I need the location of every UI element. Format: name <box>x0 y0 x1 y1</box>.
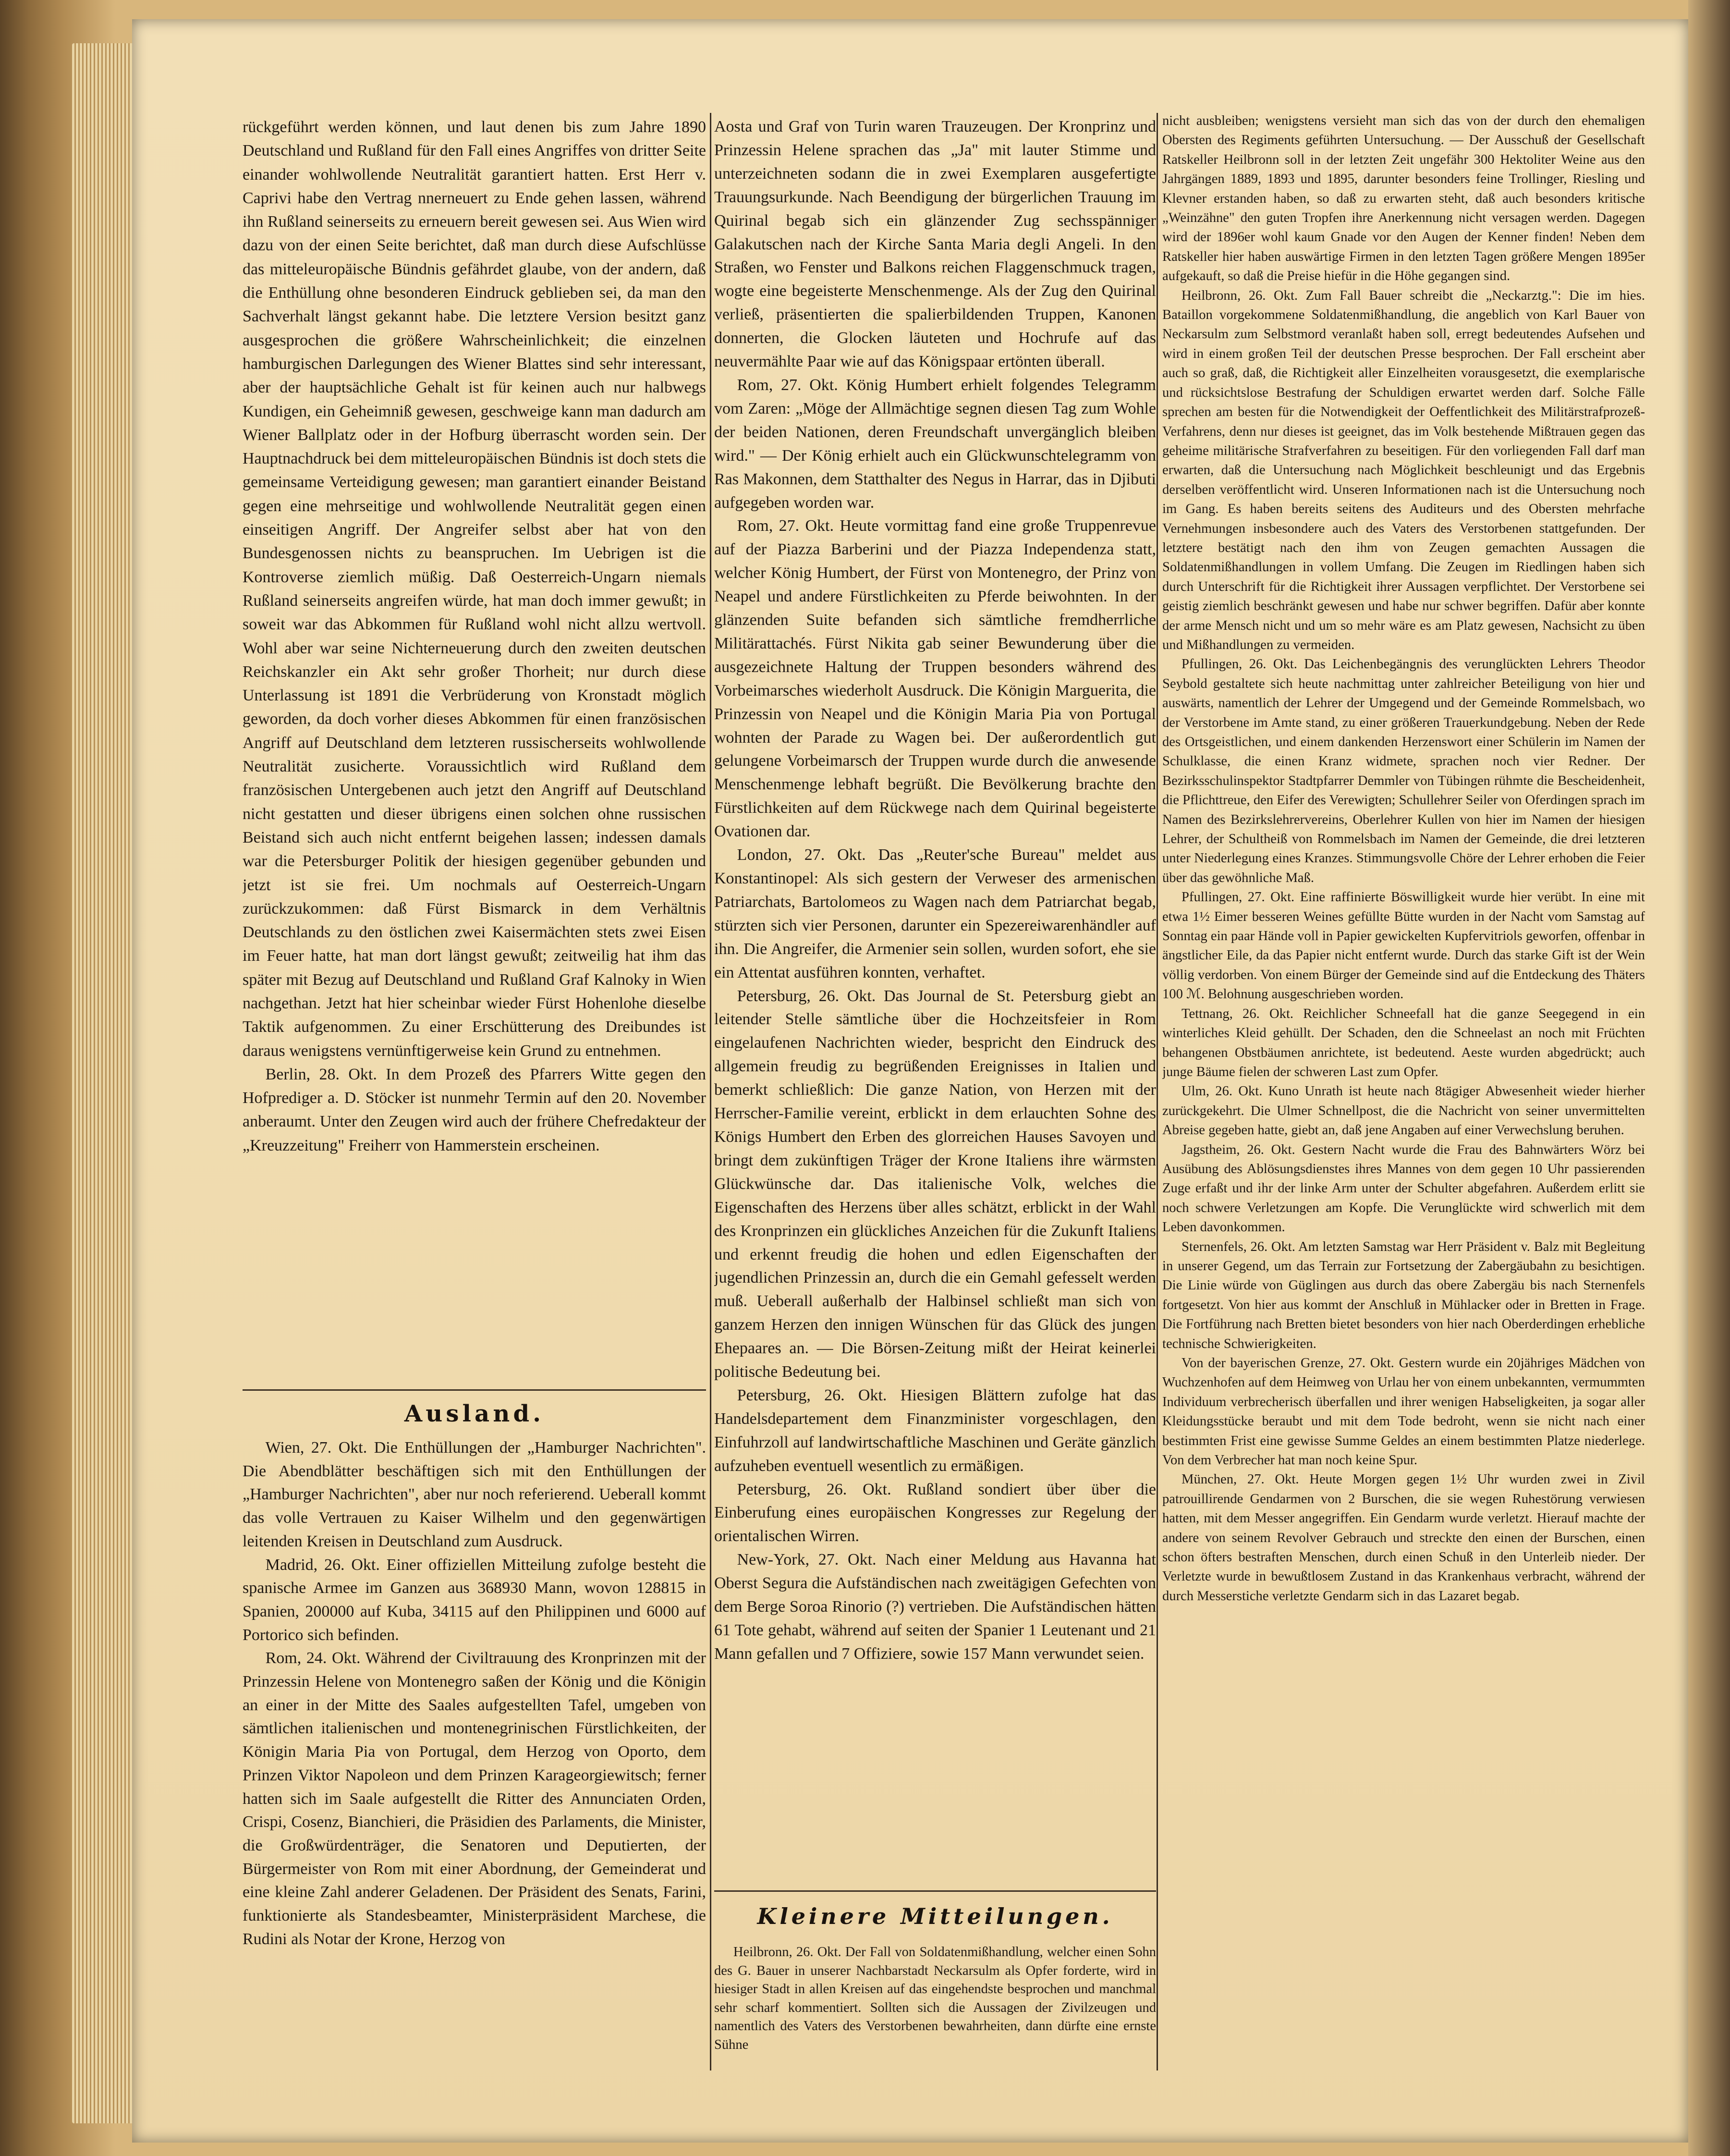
column-2-top <box>714 115 1156 1883</box>
article-rom-continuation: Aosta und Graf von Turin waren Trauzeugen. Der Kronprinz und Prinzessin Helene sprachen das „Ja" mit lauter Stimme und unterzeichneten sodann die in zwei Exemplaren ausgefertigte Trauungsurkunde. Nach Beendigung der bürgerlichen Trauung im Quirinal begab sich ein glänzender Zug sechsspänniger Galakutschen nach der Kirche Santa Maria degli Angeli. In den Straßen, wo Fenster und Balkons reichen Flaggenschmuck tragen, wogte eine begeisterte Menschenmenge. Als der Zug den Quirinal verließ, präsentierten die spalierbildenden Truppen, Kanonen donnerten, die Glocken läuteten und Hochrufe auf das neuvermählte Paar wie auf das Königspaar ertönten überall. <box>714 118 1156 371</box>
page-stack-edge <box>72 43 139 2123</box>
section-rule-ausland <box>243 1389 706 1391</box>
article-bayerische-grenze: Von der bayerischen Grenze, 27. Okt. Gestern wurde ein 20jähriges Mädchen von Wuchzenhofen auf dem Heimweg von Urlau her von einem unbekannten, vermummten Individuum verbrecherisch überfallen und ihrer wenigen Habseligkeiten, ja sogar aller Kleidungsstücke beraubt und mit dem Tode bedroht, wenn sie nicht nach einer bestimmten Frist eine gewisse Summe Geldes an einem bestimmten Platze niederlege. Von dem Verbrecher hat man noch keine Spur. <box>1162 1356 1645 1468</box>
article-sternenfels: Sternenfels, 26. Okt. Am letzten Samstag war Herr Präsident v. Balz mit Begleitung in unserer Gegend, um das Terrain zur Fortsetzung der Zabergäubahn zu besichtigen. Die Linie würde von Güglingen aus durch das obere Zabergäu bis nach Sternenfels fortgesetzt. Von hier aus kommt der Anschluß in Mühlacker oder in Bretten in Frage. Die Fortführung nach Bretten bietet besonders von hier nach Oberderdingen erhebliche technische Schwierigkeiten. <box>1162 1239 1645 1351</box>
article-muenchen: München, 27. Okt. Heute Morgen gegen 1½ Uhr wurden zwei in Zivil patrouillirende Gendarmen von 2 Burschen, die sie wegen Ruhestörung verwiesen hatten, mit dem Messer angegriffen. Ein Gendarm wurde verletzt. Hierauf machte der andere von seinem Revolver Gebrauch und streckte den einen der Burschen, einen schon öfters bestraften Menschen, durch einen Schuß in den Unterleib nieder. Der Verletzte wurde in bewußtlosem Zustand in das Krankenhaus verbracht, während der durch Messerstiche verletzte Gendarm sich in das Lazaret begab. <box>1162 1472 1645 1604</box>
article-madrid: Madrid, 26. Okt. Einer offiziellen Mitteilung zufolge besteht die spanische Armee im Ganzen aus 368930 Mann, wovon 128815 in Spanien, 200000 auf Kuba, 34115 auf den Philippinen und 6000 auf Portorico sich befinden. <box>243 1556 706 1644</box>
article-ulm: Ulm, 26. Okt. Kuno Unrath ist heute nach 8tägiger Abwesenheit wieder hierher zurückgekehrt. Die Ulmer Schnellpost, die die Nachricht von seiner unvermittelten Abreise gegeben hatte, giebt an, daß jene Angaben auf einer Verwechslung beruhen. <box>1162 1084 1645 1138</box>
article-new-york: New-York, 27. Okt. Nach einer Meldung aus Havanna hat Oberst Segura die Aufständischen nach zweitägigen Gefechten von dem Berge Soroa Rinorio (?) vertrieben. Die Aufständischen hätten 61 Tote gehabt, während auf seiten der Spanier 1 Leutenant und 21 Mann gefallen und 7 Offiziere, sowie 157 Mann verwundet seien. <box>714 1551 1156 1663</box>
article-petersburg-3: Petersburg, 26. Okt. Rußland sondiert über über die Einberufung eines europäischen Kongresses zur Regelung der orientalischen Wirren. <box>714 1480 1156 1545</box>
article-rom-24: Rom, 24. Okt. Während der Civiltrauung des Kronprinzen mit der Prinzessin Helene von Montenegro saßen der König und die Königin an einer in der Mitte des Saales aufgestellten Tafel, umgeben von sämtlichen italienischen und montenegrinischen Fürstlichkeiten, der Königin Maria Pia von Portugal, dem Herzog von Oporto, dem Prinzen Viktor Napoleon und dem Prinzen Karageorgiewitsch; ferner hatten sich im Saale aufgestellt die Ritter des Annunciaten Orden, Crispi, Cosenz, Bianchieri, die Präsidien des Parlaments, die Minister, die Großwürdenträger, die Senatoren und Deputierten, der Bürgermeister von Rom mit einer Abordnung, der Gemeinderat und eine kleine Zahl anderer Geladenen. Der Präsident des Senats, Farini, funktionierte als Standesbeamter, Ministerpräsident Marchese, die Rudini als Notar der Krone, Herzog von <box>243 1649 706 1948</box>
article-rom-27a: Rom, 27. Okt. König Humbert erhielt folgendes Telegramm vom Zaren: „Möge der Allmächtige segnen diesen Tag zum Wohle der beiden Nationen, deren Freundschaft unvergänglich bleiben wird." — Der König erhielt auch ein Glückwunschtelegramm von Ras Makonnen, dem Statthalter des Negus in Harrar, das in Djibuti aufgegeben worden war. <box>714 376 1156 512</box>
article-pfullingen-1: Pfullingen, 26. Okt. Das Leichenbegängnis des verunglückten Lehrers Theodor Seybold gestaltete sich heute nachmittag unter zahlreicher Beteiligung von hier und auswärts, namentlich der Lehrer der Umgegend und der Gemeinde Rommelsbach, wo der Verstorbene im Amte stand, zu einer größeren Trauerkundgebung. Neben der Rede des Ortsgeistlichen, und einem dankenden Herzenswort einer Schülerin im Namen der Schulklasse, die einen Kranz widmete, sprachen noch vier Redner. Der Bezirksschulinspektor Stadtpfarrer Demmler von Tübingen rühmte die Bescheidenheit, die Pflichttreue, den Eifer des Verewigten; Schullehrer Seiler von Oferdingen sprach im Namen des Bezirkslehrervereins, Oberlehrer Kullen von hier im Namen der hiesigen Lehrer, der Schultheiß von Rommelsbach im Namen der Gemeinde, die drei letzteren unter Niederlegung eines Kranzes. Stimmungsvolle Chöre der Lehrer erhoben die Feier über das gewöhnliche Maß. <box>1162 657 1645 885</box>
section-title-kleinere-mitteilungen: Kleinere Mitteilungen. <box>757 1903 1113 1929</box>
article-heilbronn-2: Heilbronn, 26. Okt. Zum Fall Bauer schreibt die „Neckarztg.": Die im hies. Bataillon vorgekommene Soldatenmißhandlung, die angeblich von Karl Bauer von Neckarsulm zum Selbstmord veranlaßt haben soll, erregt bedeutendes Aufsehen und wird in einem großen Teil der deutschen Presse besprochen. Der Fall erscheint aber auch so graß, daß, die Richtigkeit aller Einzelheiten vorausgesetzt, die exemplarische und rücksichtslose Bestrafung der Schuldigen erwartet werden darf. Solche Fälle sprechen am besten für die Notwendigkeit der Oeffentlichkeit des Militärstrafprozeß-Verfahrens, denn nur dieses ist geeignet, das im Volk bestehende Mißtrauen gegen das geheime militärische Strafverfahren zu beseitigen. Für den vorliegenden Fall darf man erwarten, daß die Untersuchung nach Möglichkeit beschleunigt und das Ergebnis derselben veröffentlicht wird. Unseren Informationen nach ist die Untersuchung noch im Gang. Es haben bereits seitens des Auditeurs und des Obersten mehrfache Vernehmungen insbesondere auch des Vaters des Verstorbenen stattgefunden. Der letztere bestätigt nach den ihm von Zeugen gemachten Aussagen die Soldatenmißhandlungen in vollem Umfang. Die Zeugen im Riedlingen haben sich durch Unterschrift für die Richtigkeit ihrer Aussagen verpflichtet. Der Verstorbene sei geistig ziemlich beschränkt gewesen und habe nur schwer begriffen. Dafür aber konnte der arme Mensch nicht und um so mehr wäre es am Platz gewesen, Nachsicht zu üben und Mißhandlungen zu vermeiden. <box>1162 288 1645 652</box>
section-rule-kleinere <box>714 1890 1156 1892</box>
column-1-bottom <box>243 1436 706 2133</box>
article-rom-27b: Rom, 27. Okt. Heute vormittag fand eine große Truppenrevue auf der Piazza Barberini und der Piazza Independenza statt, welcher König Humbert, der Fürst von Montenegro, der Prinz von Neapel und andere Fürstlichkeiten zu Pferde beiwohnten. In der glänzenden Suite befanden sich sämtliche fremdherrliche Militärattachés. Fürst Nikita gab seiner Bewunderung über die ausgezeichnete Haltung der Truppen besonders während des Vorbeimarsches wiederholt Ausdruck. Die Königin Marguerita, die Prinzessin von Neapel und die Königin Maria Pia von Portugal wohnten der Parade zu Wagen bei. Der außerordentlich gut gelungene Vorbeimarsch der Truppen wurde durch die anwesende Menschenmenge lebhaft begrüßt. Die Bevölkerung brachte den Fürstlichkeiten auf dem Rückwege nach dem Quirinal begeisterte Ovationen dar. <box>714 517 1156 841</box>
article-petersburg-2: Petersburg, 26. Okt. Hiesigen Blättern zufolge hat das Handelsdepartement dem Finanzminister vorgeschlagen, den Einfuhrzoll auf landwirtschaftliche Maschinen und Geräte gänzlich aufzuheben eventuell wesentlich zu ermäßigen. <box>714 1386 1156 1475</box>
article-pfullingen-2: Pfullingen, 27. Okt. Eine raffinierte Böswilligkeit wurde hier verübt. In eine mit etwa 1½ Eimer besseren Weines gefüllte Bütte wurden in der Nacht vom Samstag auf Sonntag ein paar Hände voll in Papier gewickelten Kupfervitriols geworfen, offenbar in ängstlicher Eile, da das Papier nicht entfernt wurde. Durch das starke Gift ist der Wein völlig verdorben. Von einem Bürger der Gemeinde sind auf die Entdeckung des Thäters 100 ℳ. Belohnung ausgeschrieben worden. <box>1162 890 1645 1002</box>
article-petersburg-1: Petersburg, 26. Okt. Das Journal de St. Petersburg giebt an leitender Stelle sämtliche über die Hochzeitsfeier in Rom eingelaufenen Nachrichten wieder, bespricht den Eindruck des allgemein freudig zu begrüßenden Ereignisses in Italien und bemerkt schließlich: Die ganze Nation, von Herzen mit der Herrscher-Familie vereint, erblickt in dem erlauchten Sohne des Königs Humbert den Erben des glorreichen Hauses Savoyen und bringt dem zukünftigen Träger der Krone Italiens ihre wärmsten Glückwünsche dar. Das italienische Volk, welches die Eigenschaften des Herzens über alles schätzt, erblickt in der Wahl des Kronprinzen ein glückliches Anzeichen für die Zukunft Italiens und erkennt freudig die hohen und edlen Eigenschaften der jugendlichen Prinzessin an, durch die ein Gemahl gefesselt werden muß. Ueberall außerhalb der Halbinsel schließt man sich von ganzem Herzen den innigen Wünschen für das Glück des jungen Ehepaares an. — Die Börsen-Zeitung mißt der Heirat keinerlei politische Bedeutung bei. <box>714 987 1156 1381</box>
column-3 <box>1162 111 1645 2134</box>
article-tettnang: Tettnang, 26. Okt. Reichlicher Schneefall hat die ganze Seegegend in ein winterliches Kleid gehüllt. Der Schaden, den die Schneelast an noch mit Früchten behangenen Obstbäumen anrichtete, ist bedeutend. Aeste wurden abgedrückt; auch junge Bäume fielen der schweren Last zum Opfer. <box>1162 1006 1645 1079</box>
column-1-top <box>243 115 706 1384</box>
article-berlin: Berlin, 28. Okt. In dem Prozeß des Pfarrers Witte gegen den Hofprediger a. D. Stöcker ist nunmehr Termin auf den 20. November anberaumt. Unter den Zeugen wird auch der frühere Chefredakteur der „Kreuzzeitung" Freiherr von Hammerstein erscheinen. <box>243 1065 706 1154</box>
article-heilbronn-continuation: nicht ausbleiben; wenigstens versieht man sich das von der durch den ehemaligen Obersten des Regiments geführten Untersuchung. — Der Ausschuß der Gesellschaft Ratskeller Heilbronn soll in der letzten Zeit ungefähr 300 Hektoliter Weine aus den Jahrgängen 1889, 1893 und 1895, darunter besonders feine Trollinger, Riesling und Klevner erstanden haben, so daß zu erwarten steht, daß auch besonders kritische „Weinzähne" den guten Tropfen ihre Anerkennung nicht versagen werden. Dagegen wird der 1896er wohl kaum Gnade vor den Augen der Kenner finden! Neben dem Ratskeller hier haben auswärtige Firmen in den letzten Tagen größere Mengen 1895er aufgekauft, so daß die Preise hiefür in die Höhe gegangen sind. <box>1162 113 1645 284</box>
article-wien: Wien, 27. Okt. Die Enthüllungen der „Hamburger Nachrichten". Die Abendblätter beschäftigen sich mit den Enthüllungen der „Hamburger Nachrichten", aber nur noch referierend. Ueberall kommt das volle Vertrauen zu Kaiser Wilhelm und den gegenwärtigen leitenden Kreisen in Deutschland zum Ausdruck. <box>243 1439 706 1550</box>
article-continuation: rückgeführt werden können, und laut denen bis zum Jahre 1890 Deutschland und Rußland für den Fall eines Angriffes von dritter Seite einander wohlwollende Neutralität garantiert hatten. Erst Herr v. Caprivi habe den Vertrag nnerneuert zu Ende gehen lassen, während ihn Rußland seinerseits zu erneuern bereit gewesen sei. Aus Wien wird dazu von der einen Seite berichtet, daß man durch diese Aufschlüsse das mitteleuropäische Bündnis gefährdet glaube, von der andern, daß die Enthüllung ohne besonderen Eindruck geblieben sei, da man den Sachverhalt längst gekannt habe. Die letztere Version besitzt ganz ausgesprochen die größere Wahrscheinlichkeit; die einzelnen hamburgischen Darlegungen des Wiener Blattes sind sehr interessant, aber der hauptsächliche Gehalt ist für keinen auch nur halbwegs Kundigen, ein Geheimniß gewesen, geschweige kann man dadurch am Wiener Ballplatz oder in der Hofburg überrascht worden sein. Der Hauptnachdruck bei dem mitteleuropäischen Bündnis ist doch stets die gemeinsame Verteidigung gewesen; man garantiert einander Beistand gegen eine mehrseitige und wohlwollende Neutralität gegen einen einseitigen Angriff. Der Angreifer selbst aber hat von den Bundesgenossen nichts zu beanspruchen. Im Uebrigen ist die Kontroverse ziemlich müßig. Daß Oesterreich-Ungarn niemals Rußland seinerseits angreifen würde, hat man doch immer gewußt; in soweit war das Abkommen für Rußland wohl nicht allzu wertvoll. Wohl aber war seine Nichterneuerung durch den zweiten deutschen Reichskanzler ein Akt sehr großer Thorheit; nur durch diese Unterlassung ist 1891 die Verbrüderung von Kronstadt möglich geworden, da doch vorher dieses Abkommen für einen französischen Angriff auf Deutschland dem letzteren russischerseits wohlwollende Neutralität zusicherte. Voraussichtlich wird Rußland dem französischen Untergebenen auch jetzt den Angriff auf Deutschland nicht gestatten und dieser übrigens einen solchen ohne russischen Beistand sich auch nicht entfernt beigehen lassen; indessen damals war die Petersburger Politik der hiesigen gegenüber gebunden und jetzt ist sie frei. Um nochmals auf Oesterreich-Ungarn zurückzukommen: daß Fürst Bismarck in dem Verhältnis Deutschlands zu den östlichen zwei Kaisermächten stets zwei Eisen im Feuer hatte, hat man dort längst gewußt; zeitweilig hat ihm das später mit Bezug auf Deutschland und Rußland Graf Kalnoky in Wien nachgethan. Jetzt hat hier scheinbar wieder Fürst Hohenlohe dieselbe Taktik aufgenommen. Zu einer Erschütterung des Dreibundes ist daraus wenigstens vernünftigerweise kein Grund zu entnehmen. <box>243 118 706 1060</box>
article-heilbronn-1: Heilbronn, 26. Okt. Der Fall von Soldatenmißhandlung, welcher einen Sohn des G. Bauer in unserer Nachbarstadt Neckarsulm als Opfer forderte, wird in hiesiger Stadt in allen Kreisen auf das eingehendste besprochen und manchmal sehr scharf kommentiert. Sollten sich die Aussagen der Zivilzeugen und namentlich des Vaters des Verstorbenen bewahrheiten, dann dürfte eine ernste Sühne <box>714 1945 1156 2052</box>
facing-page-edge <box>1688 0 1730 2156</box>
column-2-bottom <box>714 1943 1156 2135</box>
section-title-ausland: Ausland. <box>404 1400 545 1427</box>
article-jagstheim: Jagstheim, 26. Okt. Gestern Nacht wurde die Frau des Bahnwärters Wörz bei Ausübung des Ablösungsdienstes ihres Mannes von dem gegen 10 Uhr passierenden Zuge erfaßt und ihr der linke Arm unter der Schulter abgefahren. Außerdem erlitt sie noch schwere Verletzungen am Kopfe. Die Verunglückte wird schwerlich mit dem Leben davonkommen. <box>1162 1142 1645 1235</box>
article-london: London, 27. Okt. Das „Reuter'sche Bureau" meldet aus Konstantinopel: Als sich gestern der Verweser des armenischen Patriarchats, Bartolomeos zu Wagen nach dem Patriarchat begab, stürzten sich vier Personen, darunter ein Spezereiwarenhändler auf ihn. Die Angreifer, die Armenier sein sollen, wurden sofort, ehe sie ein Attentat ausführen konnten, verhaftet. <box>714 846 1156 981</box>
column-rule-2 <box>1157 113 1158 2070</box>
column-rule-1 <box>710 113 711 2070</box>
